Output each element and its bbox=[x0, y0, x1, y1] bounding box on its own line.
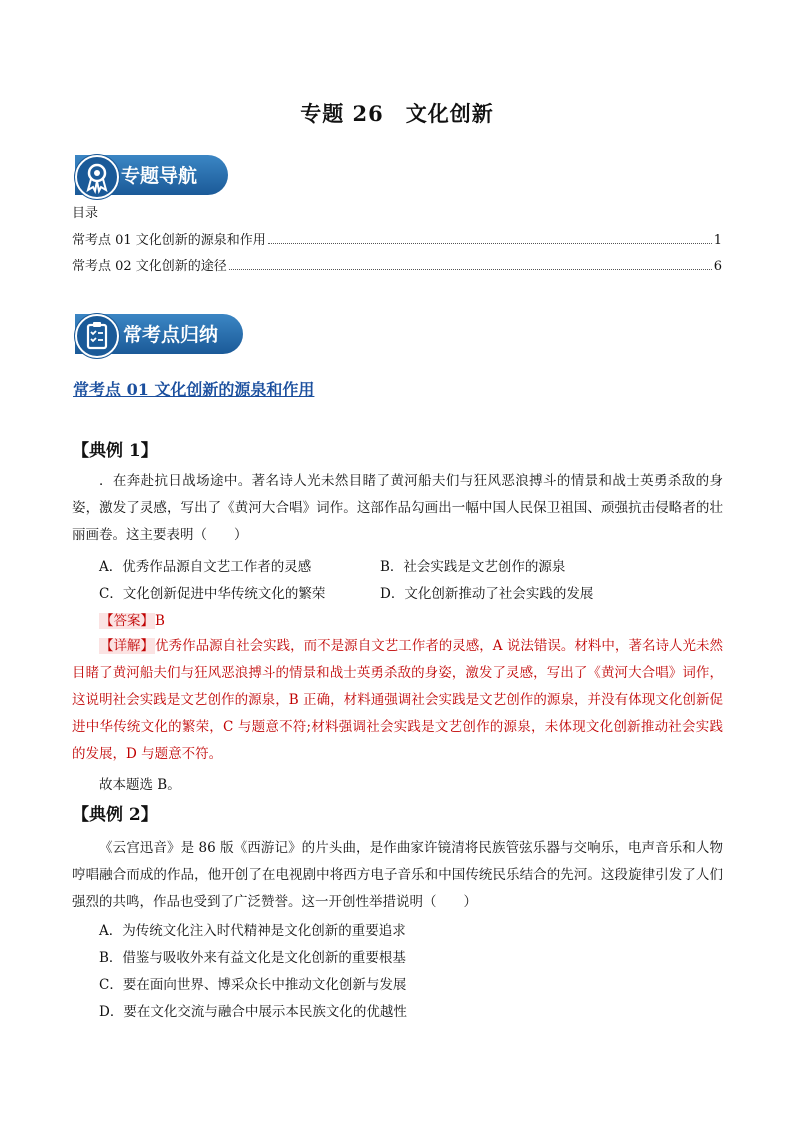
banner-label: 专题导航 bbox=[121, 165, 198, 187]
conclusion: 故本题选 B。 bbox=[99, 777, 181, 793]
award-ribbon-icon bbox=[75, 155, 119, 199]
option-d: D．要在文化交流与融合中展示本民族文化的优越性 bbox=[99, 1004, 407, 1020]
answer-value: B bbox=[155, 613, 165, 629]
toc-item-text: 常考点 02 文化创新的途径 bbox=[72, 259, 227, 274]
toc-leader-dots bbox=[229, 269, 712, 270]
detail-tag: 【详解】 bbox=[100, 638, 155, 654]
answer-line bbox=[99, 609, 165, 629]
option-c: C．要在面向世界、博采众长中推动文化创新与发展 bbox=[99, 977, 407, 993]
clipboard-checklist-icon bbox=[75, 314, 119, 358]
toc-item[interactable] bbox=[72, 254, 722, 274]
option-c: C．文化创新促进中华传统文化的繁荣 bbox=[99, 586, 326, 602]
section-title-link[interactable]: 常考点 01 文化创新的源泉和作用 bbox=[73, 380, 315, 399]
detail-text: 优秀作品源自社会实践，而不是源自文艺工作者的灵感，A 说法错误。材料中，著名诗人光未然目睹了黄河船夫们与狂风恶浪搏斗的情景和战士英勇杀敌的身姿，激发了灵感，写出了《黄河大合唱》词作，这说明社会实践是文艺创作的源泉，B 正确，材料通强调社会实践是文艺创作的源泉，并没有体现文化创新促进中华传统文化的繁荣，C 与题意不符;材料强调社会实践是文艺创作的源泉，未体现文化创新推动社会实践的发展，D 与题意不符。 bbox=[72, 638, 723, 762]
option-b: B．社会实践是文艺创作的源泉 bbox=[380, 559, 566, 575]
answer-tag: 【答案】 bbox=[100, 613, 154, 629]
option-a: A．优秀作品源自文艺工作者的灵感 bbox=[99, 559, 312, 575]
key-points-banner bbox=[75, 314, 243, 354]
example-2-question: 《云宫迅音》是 86 版《西游记》的片头曲，是作曲家许镜清将民族管弦乐器与交响乐，电声音乐和人物哼唱融合而成的作品，他开创了在电视剧中将西方电子音乐和中国传统民乐结合的先河。这段旋律引发了人们强烈的共鸣，作品也受到了广泛赞誉。这一开创性举措说明（ ） bbox=[72, 840, 723, 910]
toc-item-page: 1 bbox=[713, 233, 722, 248]
toc-item-text: 常考点 01 文化创新的源泉和作用 bbox=[72, 233, 266, 248]
option-d: D．文化创新推动了社会实践的发展 bbox=[380, 586, 594, 602]
example-1-heading: 【典例 1】 bbox=[72, 441, 158, 461]
page-title: 专题 26 文化创新 bbox=[300, 101, 494, 126]
detail-paragraph bbox=[72, 633, 723, 768]
toc-leader-dots bbox=[268, 243, 712, 244]
option-a: A．为传统文化注入时代精神是文化创新的重要追求 bbox=[99, 923, 406, 939]
example-1-question: ．在奔赴抗日战场途中。著名诗人光未然目睹了黄河船夫们与狂风恶浪搏斗的情景和战士英勇杀敌的身姿，激发了灵感，写出了《黄河大合唱》词作。这部作品勾画出一幅中国人民保卫祖国、顽强抗击侵略者的壮丽画卷。这主要表明（ ） bbox=[72, 473, 723, 543]
toc-item-page: 6 bbox=[713, 259, 722, 274]
toc-heading: 目录 bbox=[72, 206, 99, 221]
topic-navigation-banner bbox=[75, 155, 228, 195]
banner-label: 常考点归纳 bbox=[123, 324, 219, 346]
toc-item[interactable] bbox=[72, 228, 722, 248]
example-2-heading: 【典例 2】 bbox=[72, 805, 158, 825]
option-b: B．借鉴与吸收外来有益文化是文化创新的重要根基 bbox=[99, 950, 406, 966]
